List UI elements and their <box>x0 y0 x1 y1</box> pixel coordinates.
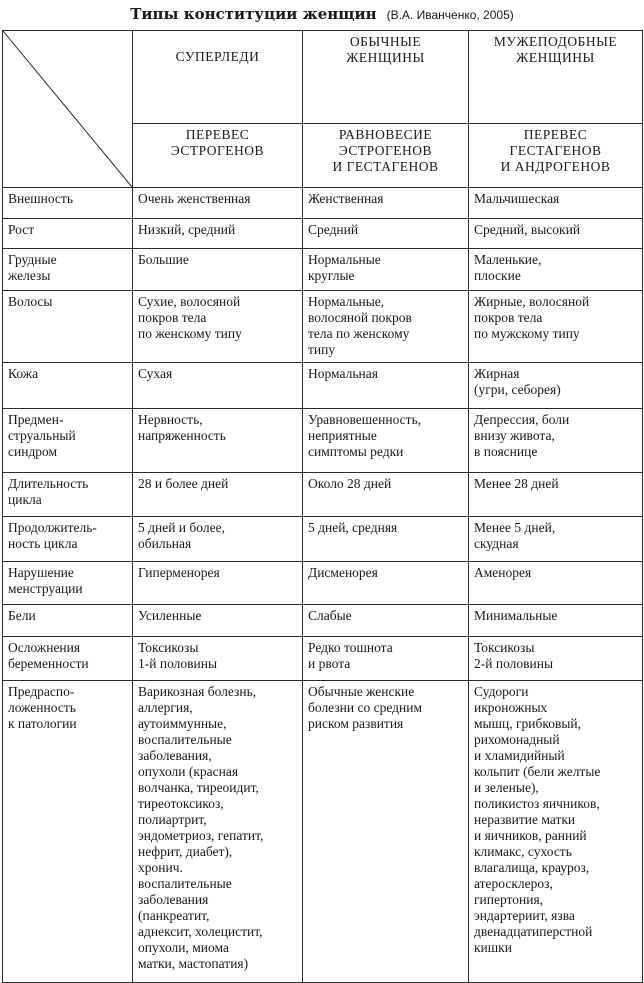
row-label: Длительность цикла <box>3 473 133 517</box>
column-header-hormone: ПЕРЕВЕС ГЕСТАГЕНОВ И АНДРОГЕНОВ <box>469 124 643 188</box>
row-label: Волосы <box>3 291 133 363</box>
table-cell: Маленькие, плоские <box>469 249 643 291</box>
table-cell: Средний <box>303 219 469 249</box>
table-cell: Нормальные круглые <box>303 249 469 291</box>
page-title-line <box>0 5 644 24</box>
row-label: Грудные железы <box>3 249 133 291</box>
table-row <box>3 473 643 517</box>
table-cell: Низкий, средний <box>133 219 303 249</box>
table-cell: Обычные женские болезни со средним риском развития <box>303 681 469 983</box>
table-cell: Мальчишеская <box>469 188 643 219</box>
table-row <box>3 219 643 249</box>
table-cell: Дисменорея <box>303 562 469 605</box>
table-cell: Сухие, волосяной покров тела по женскому типу <box>133 291 303 363</box>
table-cell: 28 и более дней <box>133 473 303 517</box>
table-cell: Токсикозы 2-й половины <box>469 637 643 681</box>
table-cell: Гиперменорея <box>133 562 303 605</box>
table-row <box>3 605 643 637</box>
table-cell: Около 28 дней <box>303 473 469 517</box>
table-cell: Токсикозы 1-й половины <box>133 637 303 681</box>
row-label: Предмен- струальный синдром <box>3 409 133 473</box>
table-cell: Редко тошнота и рвота <box>303 637 469 681</box>
row-label: Рост <box>3 219 133 249</box>
row-label: Предраспо- ложенность к патологии <box>3 681 133 983</box>
row-label: Осложнения беременности <box>3 637 133 681</box>
table-cell: Жирные, волосяной покров тела по мужскому типу <box>469 291 643 363</box>
table-cell: Средний, высокий <box>469 219 643 249</box>
table-cell: Минимальные <box>469 605 643 637</box>
table-row <box>3 188 643 219</box>
column-header-type: МУЖЕПОДОБНЫЕ ЖЕНЩИНЫ <box>469 31 643 124</box>
table-cell: Усиленные <box>133 605 303 637</box>
diagonal-divider <box>3 31 132 187</box>
table-cell: Нервность, напряженность <box>133 409 303 473</box>
column-header-hormone: РАВНОВЕСИЕ ЭСТРОГЕНОВ И ГЕСТАГЕНОВ <box>303 124 469 188</box>
table-cell: 5 дней, средняя <box>303 517 469 562</box>
table-row <box>3 409 643 473</box>
table-cell: Женственная <box>303 188 469 219</box>
row-label: Бели <box>3 605 133 637</box>
row-label: Продолжитель- ность цикла <box>3 517 133 562</box>
table-cell: Сухая <box>133 363 303 409</box>
table-row <box>3 363 643 409</box>
table-cell: Судороги икроножных мышц, грибковый, рихомонадный и хламидийный кольпит (бели желтые и зеленые), поликистоз яичников, неразвитие матки и яичников, ранний климакс, сухость влагалища, крауроз, атеросклероз, гипертония, эндартериит, язва двенадцатиперстной кишки <box>469 681 643 983</box>
table-cell: Менее 5 дней, скудная <box>469 517 643 562</box>
table-cell: Нормальная <box>303 363 469 409</box>
table-cell: Слабые <box>303 605 469 637</box>
table-row <box>3 291 643 363</box>
table-cell: Депрессия, боли внизу живота, в пояснице <box>469 409 643 473</box>
table-row <box>3 562 643 605</box>
table-row <box>3 681 643 983</box>
column-header-type: СУПЕРЛЕДИ <box>133 31 303 124</box>
table-cell: Варикозная болезнь, аллергия, аутоиммунные, воспалительные заболевания, опухоли (красная волчанка, тиреоидит, тиреотоксикоз, полиартрит, эндометриоз, гепатит, нефрит, диабет), хронич. воспалительные заболевания (панкреатит, аднексит, холецистит, опухоли, миома матки, мастопатия) <box>133 681 303 983</box>
page-title: Типы конституции женщин <box>130 5 377 23</box>
column-header-hormone: ПЕРЕВЕС ЭСТРОГЕНОВ <box>133 124 303 188</box>
table-cell: Очень женственная <box>133 188 303 219</box>
table-row <box>3 249 643 291</box>
table-row <box>3 517 643 562</box>
row-label: Кожа <box>3 363 133 409</box>
table-cell: Большие <box>133 249 303 291</box>
table-cell: 5 дней и более, обильная <box>133 517 303 562</box>
table-cell: Жирная (угри, себорея) <box>469 363 643 409</box>
table-cell: Уравновешенность, неприятные симптомы редки <box>303 409 469 473</box>
row-label: Внешность <box>3 188 133 219</box>
source-citation: (В.А. Иванченко, 2005) <box>386 8 514 22</box>
table-cell: Аменорея <box>469 562 643 605</box>
table-row <box>3 637 643 681</box>
table-cell: Менее 28 дней <box>469 473 643 517</box>
column-header-type: ОБЫЧНЫЕ ЖЕНЩИНЫ <box>303 31 469 124</box>
constitution-table <box>2 30 643 983</box>
table-cell: Нормальные, волосяной покров тела по женскому типу <box>303 291 469 363</box>
header-row-types <box>3 31 643 124</box>
corner-cell <box>3 31 133 188</box>
row-label: Нарушение менструации <box>3 562 133 605</box>
